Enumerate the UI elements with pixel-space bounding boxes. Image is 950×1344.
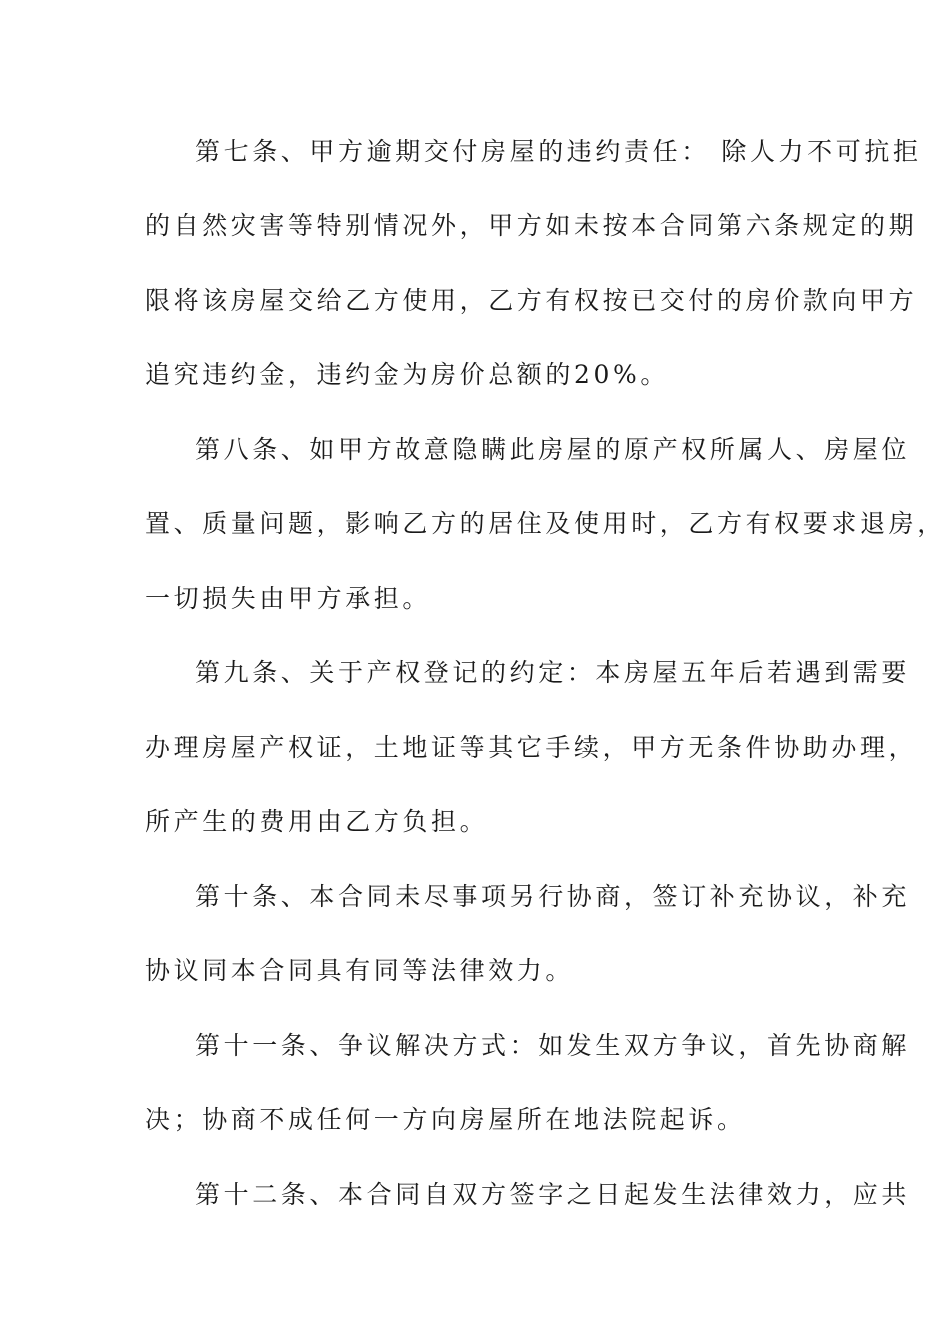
article-9-line-2: 办理房屋产权证，土地证等其它手续，甲方无条件协助办理， xyxy=(145,733,918,762)
article-7-line-4: 追究违约金，违约金为房价总额的20%。 xyxy=(145,360,669,389)
article-7-line-2: 的自然灾害等特别情况外，甲方如未按本合同第六条规定的期 xyxy=(145,211,918,240)
article-10-line-1: 第十条、本合同未尽事项另行协商，签订补充协议，补充 xyxy=(195,882,911,911)
article-8-line-2: 置、质量问题，影响乙方的居住及使用时，乙方有权要求退房， xyxy=(145,509,946,538)
article-12-line-1: 第十二条、本合同自双方签字之日起发生法律效力，应共 xyxy=(195,1180,911,1209)
article-7-line-1: 第七条、甲方逾期交付房屋的违约责任： 除人力不可抗拒 xyxy=(195,137,922,166)
article-9-line-1: 第九条、关于产权登记的约定：本房屋五年后若遇到需要 xyxy=(195,658,911,687)
article-10-line-2: 协议同本合同具有同等法律效力。 xyxy=(145,956,575,985)
article-11-line-1: 第十一条、争议解决方式：如发生双方争议，首先协商解 xyxy=(195,1031,911,1060)
article-7-line-3: 限将该房屋交给乙方使用，乙方有权按已交付的房价款向甲方 xyxy=(145,286,918,315)
article-8-line-1: 第八条、如甲方故意隐瞒此房屋的原产权所属人、房屋位 xyxy=(195,435,911,464)
article-9-line-3: 所产生的费用由乙方负担。 xyxy=(145,807,489,836)
article-11-line-2: 决；协商不成任何一方向房屋所在地法院起诉。 xyxy=(145,1105,746,1134)
article-8-line-3: 一切损失由甲方承担。 xyxy=(145,584,432,613)
